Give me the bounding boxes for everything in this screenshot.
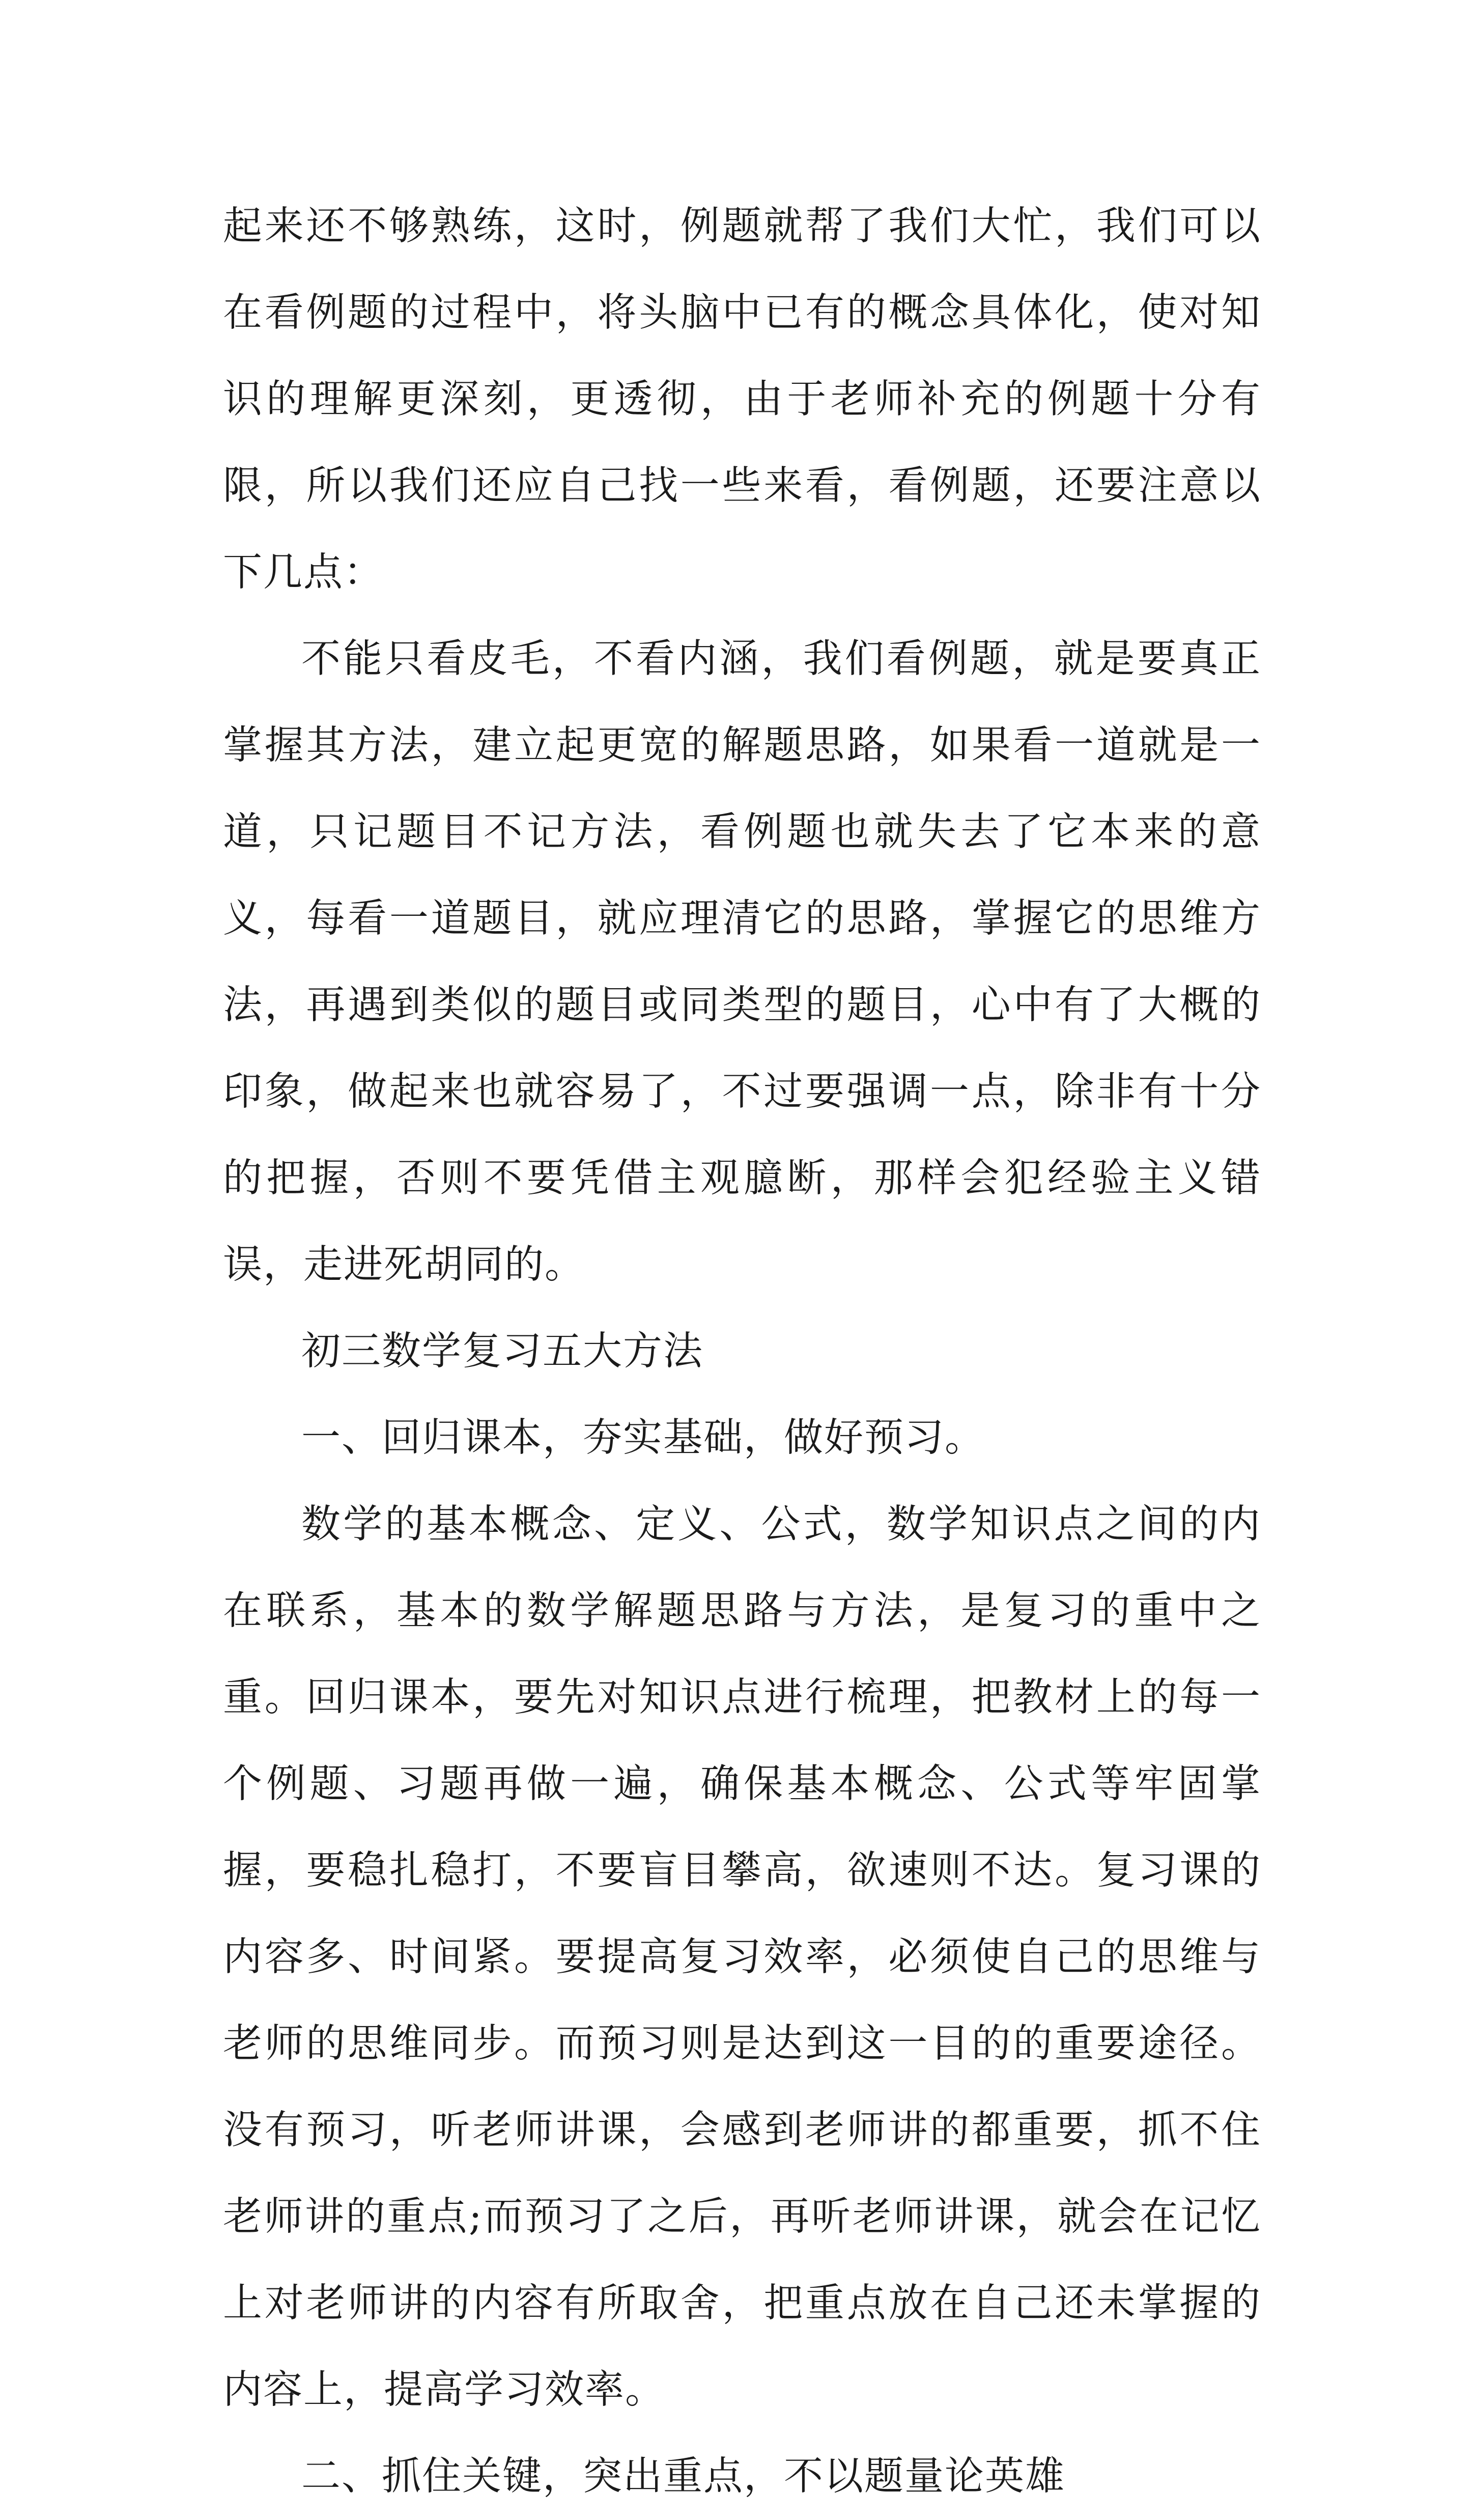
method-two-heading: 二、抓住关键，突出重点，不以题量论英雄 xyxy=(301,2454,1065,2499)
section-title: 初三数学复习五大方法 xyxy=(301,1329,703,1374)
paragraph-method-one: 数学的基本概念、定义、公式，数学知识点之间的内在联系，基本的数学解题思路与方法，是复习的重中之重。回归课本，要先对知识点进行梳理，把教材上的每一个例题、习题再做一遍，确保基本概念、公式等牢固掌握，要稳扎稳打，不要盲目攀高，欲速则不达。复习课的内容多、时间紧。要提高复习效率，必须使自己的思维与老师的思维同步。而预习则是达到这一目的的重要途径。没有预习，听老师讲课，会感到老师讲的都重要，抓不住老师讲的重点;而预习了之后，再听老师讲课，就会在记忆上对老师讲的内容有所取舍，把重点放在自己还未掌握的内容上，提高学习效率。 xyxy=(223,1502,1261,2413)
method-one-heading: 一、回归课本，夯实基础，做好预习。 xyxy=(301,1415,985,1461)
paragraph-continuation: 起来还不够熟练，这时，例题就帮了我们大忙，我们可以在看例题的过程中，将头脑中已有的概念具体化，使对知识的理解更深刻，更透彻，由于老师补充的例题十分有限，所以我们还应自己找一些来看，看例题，还要注意以下几点： xyxy=(223,204,1261,595)
paragraph-example-tips: 不能只看皮毛，不看内涵，我们看例题，就是要真正掌握其方法，建立起更宽的解题思路，如果看一道就是一道，只记题目不记方法，看例题也就失去了它本来的意义，每看一道题目，就应理清它的思路，掌握它的思维方法，再遇到类似的题目或同类型的题目，心中有了大概的印象，做起来也就容易了，不过要强调一点，除非有十分的把握，否则不要凭借主观臆断，那样会犯经验主义错误，走进死胡同的。 xyxy=(223,636,1261,1287)
document-body xyxy=(223,183,1261,2520)
